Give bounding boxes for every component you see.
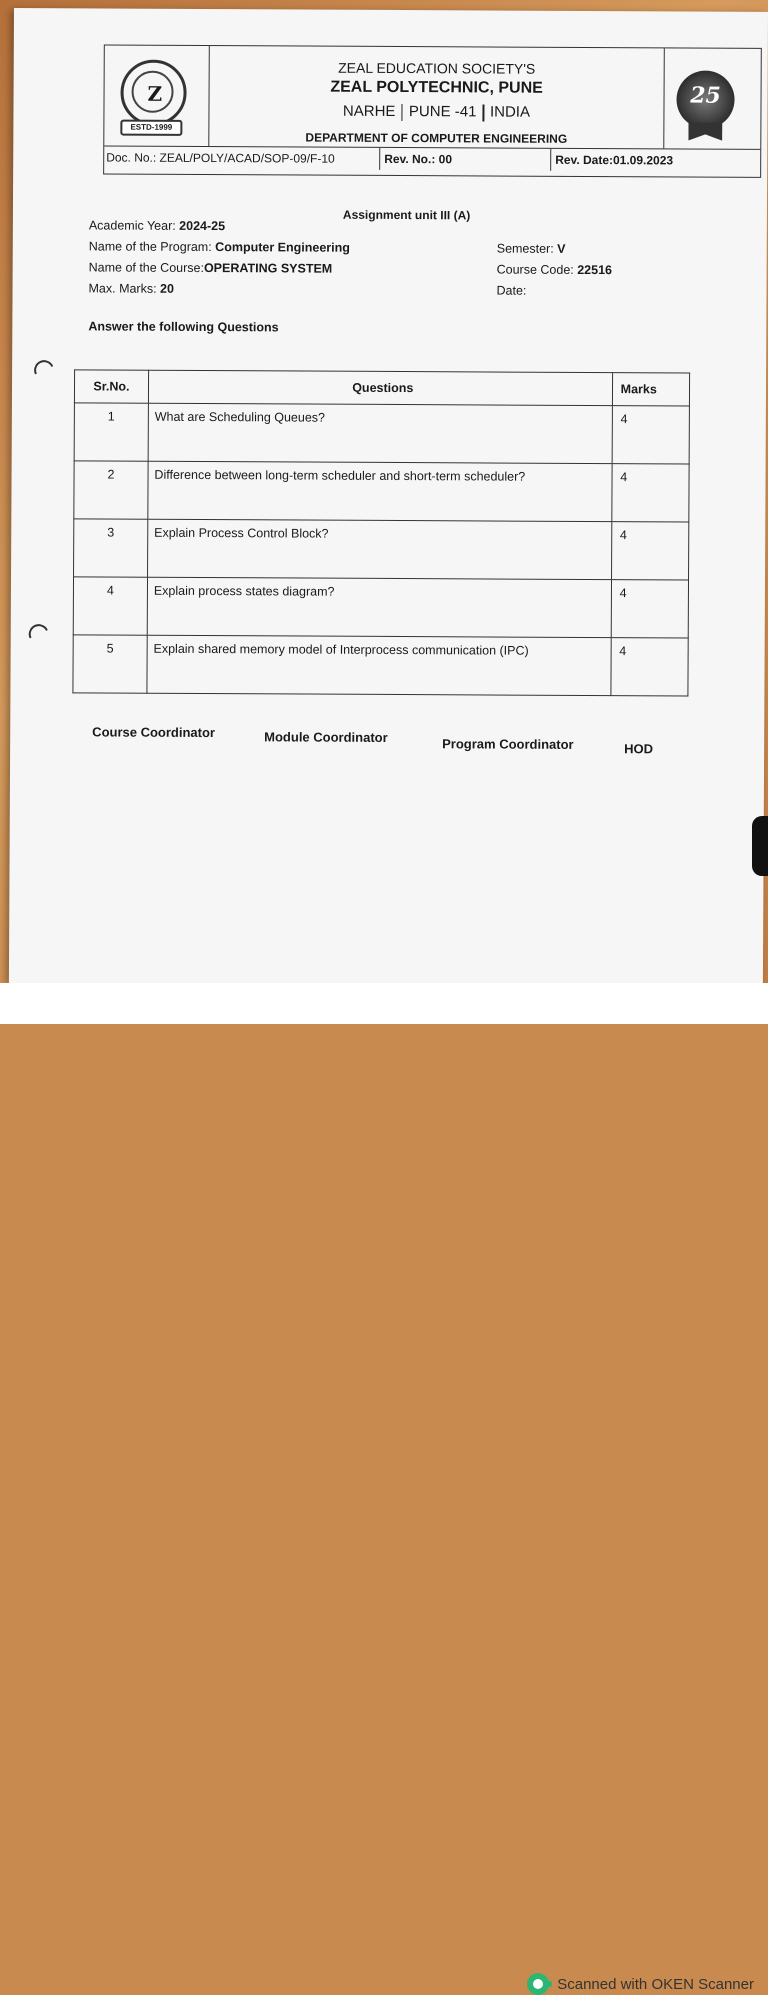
sr-no-cell: 2 — [74, 461, 148, 519]
course-code-label: Course Code: — [496, 262, 574, 277]
marks-cell: 4 — [611, 522, 689, 580]
society-name: ZEAL EDUCATION SOCIETY'S — [338, 59, 536, 77]
course-code — [497, 263, 612, 278]
marks-cell: 4 — [612, 464, 690, 522]
page-edge-shadow — [752, 816, 768, 876]
sr-no-cell: 3 — [74, 519, 148, 577]
sr-no-cell: 1 — [74, 403, 148, 461]
punch-hole-icon — [31, 357, 57, 383]
revision-date: Rev. Date:01.09.2023 — [550, 149, 673, 172]
table-row — [74, 403, 689, 464]
institute-seal-icon — [120, 60, 186, 126]
question-cell: Explain process states diagram? — [147, 577, 611, 637]
location-part-1: NARHE — [342, 102, 396, 120]
table-row — [74, 461, 689, 522]
table-row — [74, 519, 689, 580]
semester-label: Semester: — [496, 241, 554, 256]
assignment-title: Assignment unit III (A) — [342, 207, 471, 223]
signature-module-coordinator: Module Coordinator — [264, 729, 388, 745]
academic-year — [89, 218, 225, 233]
question-cell: Explain shared memory model of Interprocess communication (IPC) — [147, 635, 611, 695]
table-row — [73, 577, 688, 638]
max-marks — [88, 281, 174, 295]
document-page — [9, 8, 768, 987]
separator — [401, 104, 403, 121]
academic-year-label: Academic Year: — [88, 218, 176, 233]
doc-number: Doc. No.: ZEAL/POLY/ACAD/SOP-09/F-10 — [106, 150, 335, 166]
scanner-footer — [0, 983, 768, 1993]
revision-number: Rev. No.: 00 — [379, 148, 452, 170]
program-value: Computer Engineering — [215, 240, 350, 255]
course-code-value: 22516 — [577, 262, 613, 278]
estd-label: ESTD-1999 — [120, 120, 182, 136]
max-marks-label: Max. Marks: — [88, 281, 157, 296]
table-header-row — [74, 370, 689, 406]
separator — [482, 104, 484, 121]
institute-location — [208, 102, 664, 122]
semester-value: V — [557, 241, 566, 256]
scanner-logo-icon — [527, 1973, 549, 1995]
anniversary-badge-icon: 25 — [676, 70, 734, 128]
date-field — [496, 284, 526, 298]
marks-cell: 4 — [611, 580, 689, 638]
header-sr-no: Sr.No. — [74, 370, 148, 403]
course-value: OPERATING SYSTEM — [203, 260, 333, 276]
department-name: DEPARTMENT OF COMPUTER ENGINEERING — [305, 130, 568, 146]
anniversary-logo-cell — [663, 48, 761, 149]
course-label: Name of the Course: — [88, 260, 205, 275]
table-row — [73, 635, 688, 696]
signature-course-coordinator: Course Coordinator — [92, 724, 216, 741]
punch-hole-icon — [26, 621, 52, 647]
document-info-row — [104, 145, 760, 171]
signature-hod: HOD — [624, 741, 654, 757]
instruction-text: Answer the following Questions — [88, 319, 279, 335]
header-marks: Marks — [612, 373, 689, 406]
scanner-watermark — [527, 1973, 754, 1995]
location-part-2: PUNE -41 — [408, 103, 477, 121]
question-cell: Difference between long-term scheduler and short-term scheduler? — [148, 461, 612, 521]
academic-year-value: 2024-25 — [179, 218, 226, 234]
marks-cell: 4 — [612, 406, 690, 464]
letterhead — [103, 44, 762, 177]
ribbon-icon — [688, 123, 722, 141]
questions-table — [72, 369, 690, 696]
semester — [497, 242, 566, 256]
date-label: Date: — [496, 283, 527, 298]
program-name — [89, 239, 350, 254]
institute-logo-cell — [104, 45, 210, 146]
sr-no-cell: 5 — [73, 635, 147, 693]
signature-program-coordinator: Program Coordinator — [442, 736, 574, 752]
scanner-text: Scanned with OKEN Scanner — [557, 1975, 754, 1993]
header-questions: Questions — [148, 370, 612, 405]
course-name — [89, 260, 333, 275]
sr-no-cell: 4 — [73, 577, 147, 635]
seal-letter: Z — [147, 81, 163, 106]
max-marks-value: 20 — [160, 281, 175, 296]
question-cell: Explain Process Control Block? — [147, 519, 611, 579]
location-part-3: INDIA — [489, 103, 531, 121]
question-cell: What are Scheduling Queues? — [148, 403, 612, 463]
program-label: Name of the Program: — [88, 239, 212, 255]
institute-name: ZEAL POLYTECHNIC, PUNE — [330, 78, 543, 97]
marks-cell: 4 — [611, 638, 689, 696]
